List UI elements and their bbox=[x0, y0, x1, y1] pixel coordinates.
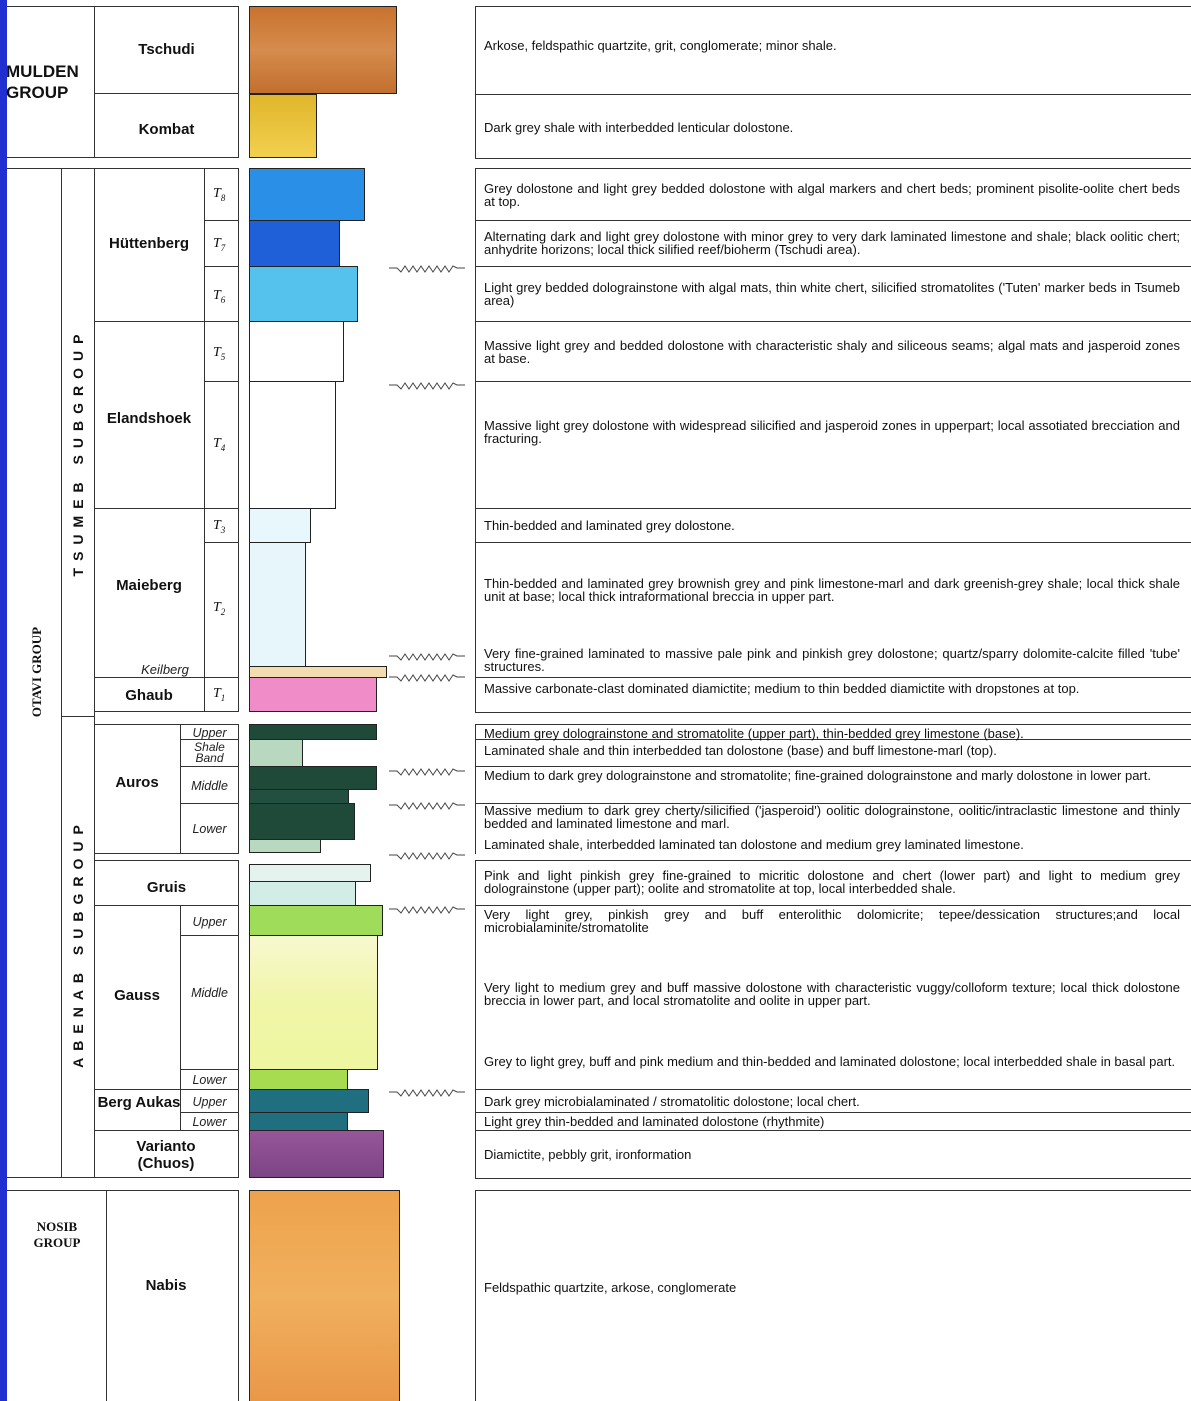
auros-lower-label: Lower bbox=[192, 822, 227, 836]
berg-lower-label: Lower bbox=[192, 1115, 227, 1129]
desc-auros-shale: Laminated shale and thin interbedded tan dolostone (base) and buff limestone-marl (top). bbox=[484, 743, 997, 758]
desc-cell-t4 bbox=[475, 381, 1191, 509]
desc-auros-lower-b: Laminated shale, interbedded laminated tan dolostone and medium grey laminated limestone. bbox=[484, 837, 1024, 852]
desc-gauss-upper: Very light grey, pinkish grey and buff enterolithic dolomicrite; tepee/dessication structures;and local microbialaminite/stromatolite bbox=[484, 907, 1180, 935]
t6-bar bbox=[249, 266, 358, 322]
ghaub-label: Ghaub bbox=[125, 687, 173, 704]
gauss-middle-bar bbox=[249, 935, 378, 1070]
t4-symbol: $T_4$ bbox=[213, 436, 226, 453]
gruis-label: Gruis bbox=[146, 879, 187, 896]
gruis-bar-b bbox=[249, 881, 356, 906]
t7-symbol: $T_7$ bbox=[213, 236, 226, 253]
elandshoek-label: Elandshoek bbox=[106, 410, 192, 427]
auros-upper-label: Upper bbox=[192, 726, 227, 740]
nabis-bar bbox=[249, 1190, 400, 1401]
desc-t7: Alternating dark and light grey dolostone with minor grey to very dark laminated limestone and shale; black oolitic chert; anhydrite horizons; local thick silified reef/bioherm (Tschudi area). bbox=[484, 229, 1180, 257]
auros-lower-bar-b bbox=[249, 839, 321, 853]
t6-symbol: $T_6$ bbox=[213, 288, 226, 305]
gauss-lower-label: Lower bbox=[192, 1073, 227, 1087]
gauss-label: Gauss bbox=[114, 987, 160, 1004]
desc-gauss-lower: Grey to light grey, buff and pink medium and thin-bedded and laminated dolostone; local interbedded shale in basal part. bbox=[484, 1054, 1176, 1069]
desc-gauss-middle: Very light to medium grey and buff massive dolostone with characteristic vuggy/colloform texture; local thick dolostone breccia in lower part, and local stromatolite and oolite in upper part. bbox=[484, 980, 1180, 1008]
left-edge-bar bbox=[0, 0, 7, 1401]
huttenberg-label: Hüttenberg bbox=[109, 235, 189, 252]
desc-auros-lower-a: Massive medium to dark grey cherty/silicified ('jasperoid') oolitic dolograinstone, oolitic/intraclastic limestone and thinly bedded and laminated limestone and marl. bbox=[484, 803, 1180, 831]
unconformity-mark bbox=[387, 849, 467, 861]
t8-bar bbox=[249, 168, 365, 221]
unconformity-mark bbox=[387, 650, 467, 662]
desc-t2: Thin-bedded and laminated grey brownish grey and pink limestone-marl and dark greenish-grey shale; local thick shale unit at base; local thick intraformational breccia in upper part. bbox=[484, 576, 1180, 604]
unconformity-mark bbox=[387, 1086, 467, 1098]
desc-t4: Massive light grey dolostone with widespread silicified and jasperoid zones in upperpart; local assotiated brecciation and fracturing. bbox=[484, 418, 1180, 446]
desc-t3: Thin-bedded and laminated grey dolostone. bbox=[484, 518, 735, 533]
nabis-cell bbox=[106, 1190, 239, 1401]
berg-upper-bar bbox=[249, 1089, 369, 1113]
t5-bar bbox=[249, 321, 344, 382]
t1-symbol: $T_1$ bbox=[213, 686, 226, 703]
desc-berg-upper: Dark grey microbialaminated / stromatolitic dolostone; local chert. bbox=[484, 1094, 860, 1109]
desc-tschudi: Arkose, feldspathic quartzite, grit, conglomerate; minor shale. bbox=[484, 38, 837, 53]
unconformity-mark bbox=[387, 671, 467, 683]
desc-t5: Massive light grey and bedded dolostone with characteristic shaly and siliceous seams; algal mats and jasperoid zones at base. bbox=[484, 338, 1180, 366]
desc-auros-upper: Medium grey dolograinstone and stromatolite (upper part), thin-bedded grey limestone (base). bbox=[484, 726, 1024, 741]
desc-cell-nabis bbox=[475, 1190, 1191, 1401]
auros-shale-bar bbox=[249, 739, 303, 767]
desc-kombat: Dark grey shale with interbedded lenticular dolostone. bbox=[484, 120, 794, 135]
kombat-bar bbox=[249, 94, 317, 158]
desc-nabis: Feldspathic quartzite, arkose, conglomerate bbox=[484, 1280, 737, 1295]
gauss-middle-cell bbox=[180, 935, 239, 1070]
maieberg-label: Maieberg bbox=[116, 577, 182, 594]
t2-bar bbox=[249, 542, 306, 667]
unconformity-mark bbox=[387, 903, 467, 915]
abenab-subgroup-label: ABENAB SUBGROUP bbox=[70, 818, 86, 1068]
unconformity-mark bbox=[387, 765, 467, 777]
auros-shale-label: Shale Band bbox=[194, 740, 225, 765]
t8-symbol: $T_8$ bbox=[213, 186, 226, 203]
ghaub-bar bbox=[249, 677, 377, 712]
t2-symbol: $T_2$ bbox=[213, 600, 226, 617]
auros-middle-label: Middle bbox=[191, 779, 228, 793]
tsumeb-subgroup-label: TSUMEB SUBGROUP bbox=[70, 327, 86, 577]
nabis-label: Nabis bbox=[145, 1277, 187, 1294]
desc-t6: Light grey bedded dolograinstone with algal mats, thin white chert, silicified stromatolites ('Tuten' marker beds in Tsumeb area) bbox=[484, 280, 1180, 308]
unconformity-mark bbox=[387, 379, 467, 391]
unconformity-mark bbox=[387, 262, 467, 274]
kombat-label: Kombat bbox=[138, 121, 195, 138]
auros-middle-bar-a bbox=[249, 766, 377, 790]
tschudi-label: Tschudi bbox=[138, 41, 195, 58]
auros-middle-bar-b bbox=[249, 789, 349, 804]
tschudi-bar bbox=[249, 6, 397, 94]
gauss-middle-label: Middle bbox=[191, 986, 228, 1000]
gruis-bar-a bbox=[249, 864, 371, 882]
desc-t8: Grey dolostone and light grey bedded dolostone with algal markers and chert beds; prominent pisolite-oolite chert beds at top. bbox=[484, 181, 1180, 209]
auros-label: Auros bbox=[115, 774, 159, 791]
gauss-upper-label: Upper bbox=[192, 915, 227, 929]
desc-varianto: Diamictite, pebbly grit, ironformation bbox=[484, 1147, 692, 1162]
varianto-label: Varianto (Chuos) bbox=[136, 1138, 196, 1172]
auros-lower-bar-a bbox=[249, 803, 355, 840]
t5-symbol: $T_5$ bbox=[213, 345, 226, 362]
otavi-group-label: OTAVI GROUP bbox=[29, 626, 44, 718]
varianto-bar bbox=[249, 1130, 384, 1178]
desc-ghaub: Massive carbonate-clast dominated diamictite; medium to thin bedded diamictite with dropstones at top. bbox=[484, 681, 1080, 696]
t4-bar bbox=[249, 381, 336, 509]
desc-berg-lower: Light grey thin-bedded and laminated dolostone (rhythmite) bbox=[484, 1114, 825, 1129]
desc-keilberg: Very fine-grained laminated to massive pale pink and pinkish grey dolostone; quartz/sparry dolomite-calcite filled 'tube' structures. bbox=[484, 646, 1180, 674]
desc-gruis: Pink and light pinkish grey fine-grained to micritic dolostone and chert (lower part) and light to medium grey dolograinstone (upper part); oolite and stromatolite at top, local interbedded shale. bbox=[484, 868, 1180, 896]
mulden-group-label bbox=[6, 61, 96, 103]
mulden-group-text: MULDEN GROUP bbox=[6, 62, 79, 102]
berg-aukas-label: Berg Aukas bbox=[97, 1094, 181, 1111]
keilberg-label: Keilberg bbox=[141, 662, 189, 677]
gauss-upper-bar bbox=[249, 905, 383, 936]
unconformity-mark bbox=[387, 799, 467, 811]
t3-symbol: $T_3$ bbox=[213, 518, 226, 535]
desc-auros-middle: Medium to dark grey dolograinstone and stromatolite; fine-grained dolograinstone and marly dolostone in lower part. bbox=[484, 768, 1151, 783]
berg-lower-bar bbox=[249, 1112, 348, 1131]
t3-bar bbox=[249, 508, 311, 543]
berg-upper-label: Upper bbox=[192, 1095, 227, 1109]
nosib-group-label: NOSIB GROUP bbox=[33, 1219, 81, 1250]
gauss-lower-bar bbox=[249, 1069, 348, 1090]
t7-bar bbox=[249, 220, 340, 267]
auros-upper-bar bbox=[249, 724, 377, 740]
